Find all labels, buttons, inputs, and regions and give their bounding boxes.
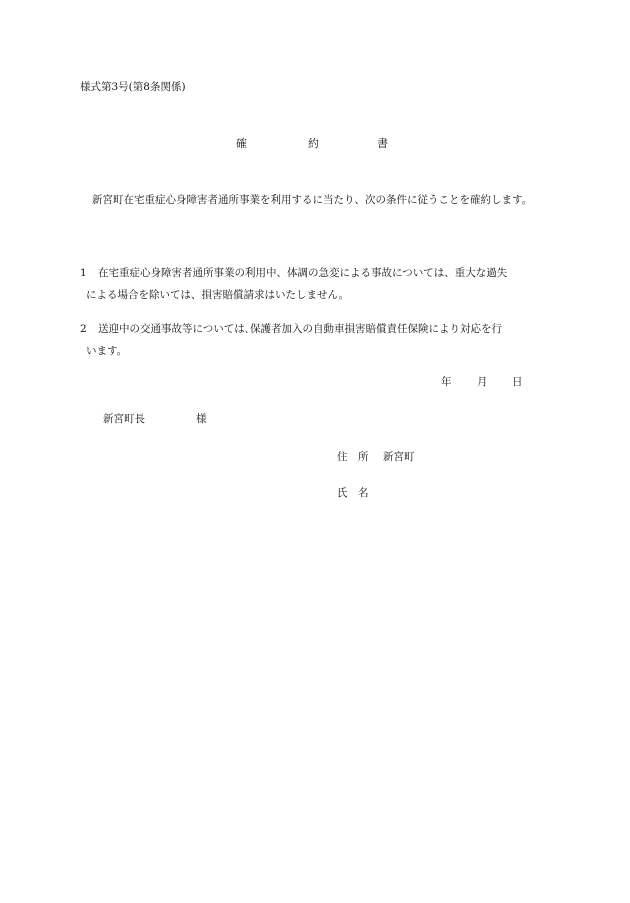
addressee-honorific: 様 xyxy=(196,413,207,425)
address-value: 新宮町 xyxy=(383,451,415,463)
item-text-line2: います。 xyxy=(86,345,128,357)
address-label: 住 所 xyxy=(337,451,369,463)
title-char: 確 xyxy=(236,137,247,150)
title-char: 約 xyxy=(308,137,319,150)
item-text-line1: 在宅重症心身障害者通所事業の利用中、体調の急変による事故については、重大な過失 xyxy=(98,267,508,279)
intro-paragraph: 新宮町在宅重症心身障害者通所事業を利用するに当たり、次の条件に従うことを確約します。 xyxy=(92,194,533,206)
title-char: 書 xyxy=(377,137,388,150)
form-number: 様式第3号(第8条関係) xyxy=(80,81,186,93)
date-day: 日 xyxy=(512,376,523,388)
item-number: 1 xyxy=(80,267,87,279)
condition-item-2 xyxy=(80,318,550,362)
condition-item-1 xyxy=(80,262,550,306)
item-text-line1: 送迎中の交通事故等については､保護者加入の自動車損害賠償責任保険により対応を行 xyxy=(98,323,503,335)
date-month: 月 xyxy=(477,376,488,388)
item-text-line2: による場合を除いては、損害賠償請求はいたしません。 xyxy=(86,289,350,301)
name-label: 氏 名 xyxy=(337,487,369,499)
addressee-name: 新宮町長 xyxy=(103,413,145,425)
item-number: 2 xyxy=(80,323,87,335)
date-year: 年 xyxy=(441,376,452,388)
